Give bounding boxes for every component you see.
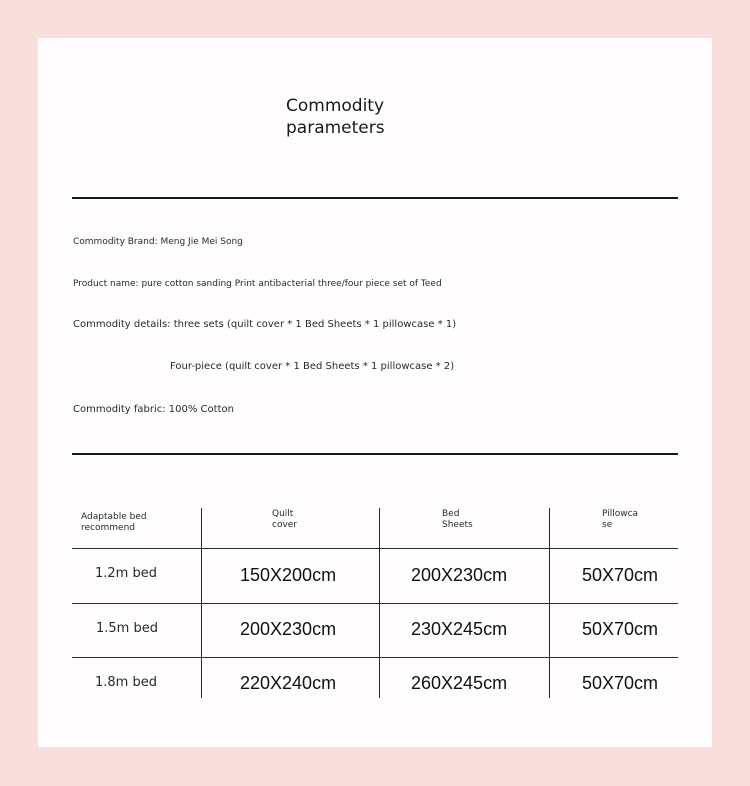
row-divider	[72, 657, 678, 658]
pillowcase-size-cell: 50X70cm	[582, 565, 659, 585]
title-line-2: parameters	[286, 118, 385, 138]
bed-size-cell: 1.8m bed	[95, 675, 157, 690]
top-divider	[72, 197, 678, 199]
quilt-cover-size-cell: 150X200cm	[240, 565, 337, 585]
bed-size-cell: 1.2m bed	[95, 566, 157, 581]
page-title	[286, 95, 385, 139]
quilt-cover-size-cell: 200X230cm	[240, 619, 337, 639]
commodity-details-four-piece: Four-piece (quilt cover * 1 Bed Sheets * 1 pillowcase * 2)	[170, 361, 455, 372]
header-pillowcase: Pillowca se	[602, 509, 639, 530]
middle-divider	[72, 453, 678, 455]
bed-size-cell: 1.5m bed	[96, 621, 158, 636]
quilt-cover-size-cell: 220X240cm	[240, 673, 337, 693]
parameters-card	[38, 38, 712, 747]
commodity-fabric: Commodity fabric: 100% Cotton	[73, 404, 234, 415]
header-adaptable-bed: Adaptable bed recommend	[81, 512, 147, 533]
commodity-brand: Commodity Brand: Meng Jie Mei Song	[73, 237, 243, 247]
header-bed-sheets: Bed Sheets	[442, 509, 473, 530]
bed-sheets-size-cell: 230X245cm	[411, 619, 508, 639]
pillowcase-size-cell: 50X70cm	[582, 619, 659, 639]
pillowcase-size-cell: 50X70cm	[582, 673, 659, 693]
product-name: Product name: pure cotton sanding Print antibacterial three/four piece set of Teed	[73, 279, 442, 289]
bed-sheets-size-cell: 200X230cm	[411, 565, 508, 585]
header-quilt-cover: Quilt cover	[272, 509, 298, 530]
row-divider	[72, 548, 678, 549]
title-line-1: Commodity	[286, 96, 385, 116]
row-divider	[72, 603, 678, 604]
bed-sheets-size-cell: 260X245cm	[411, 673, 508, 693]
commodity-details: Commodity details: three sets (quilt cover * 1 Bed Sheets * 1 pillowcase * 1)	[73, 319, 457, 330]
